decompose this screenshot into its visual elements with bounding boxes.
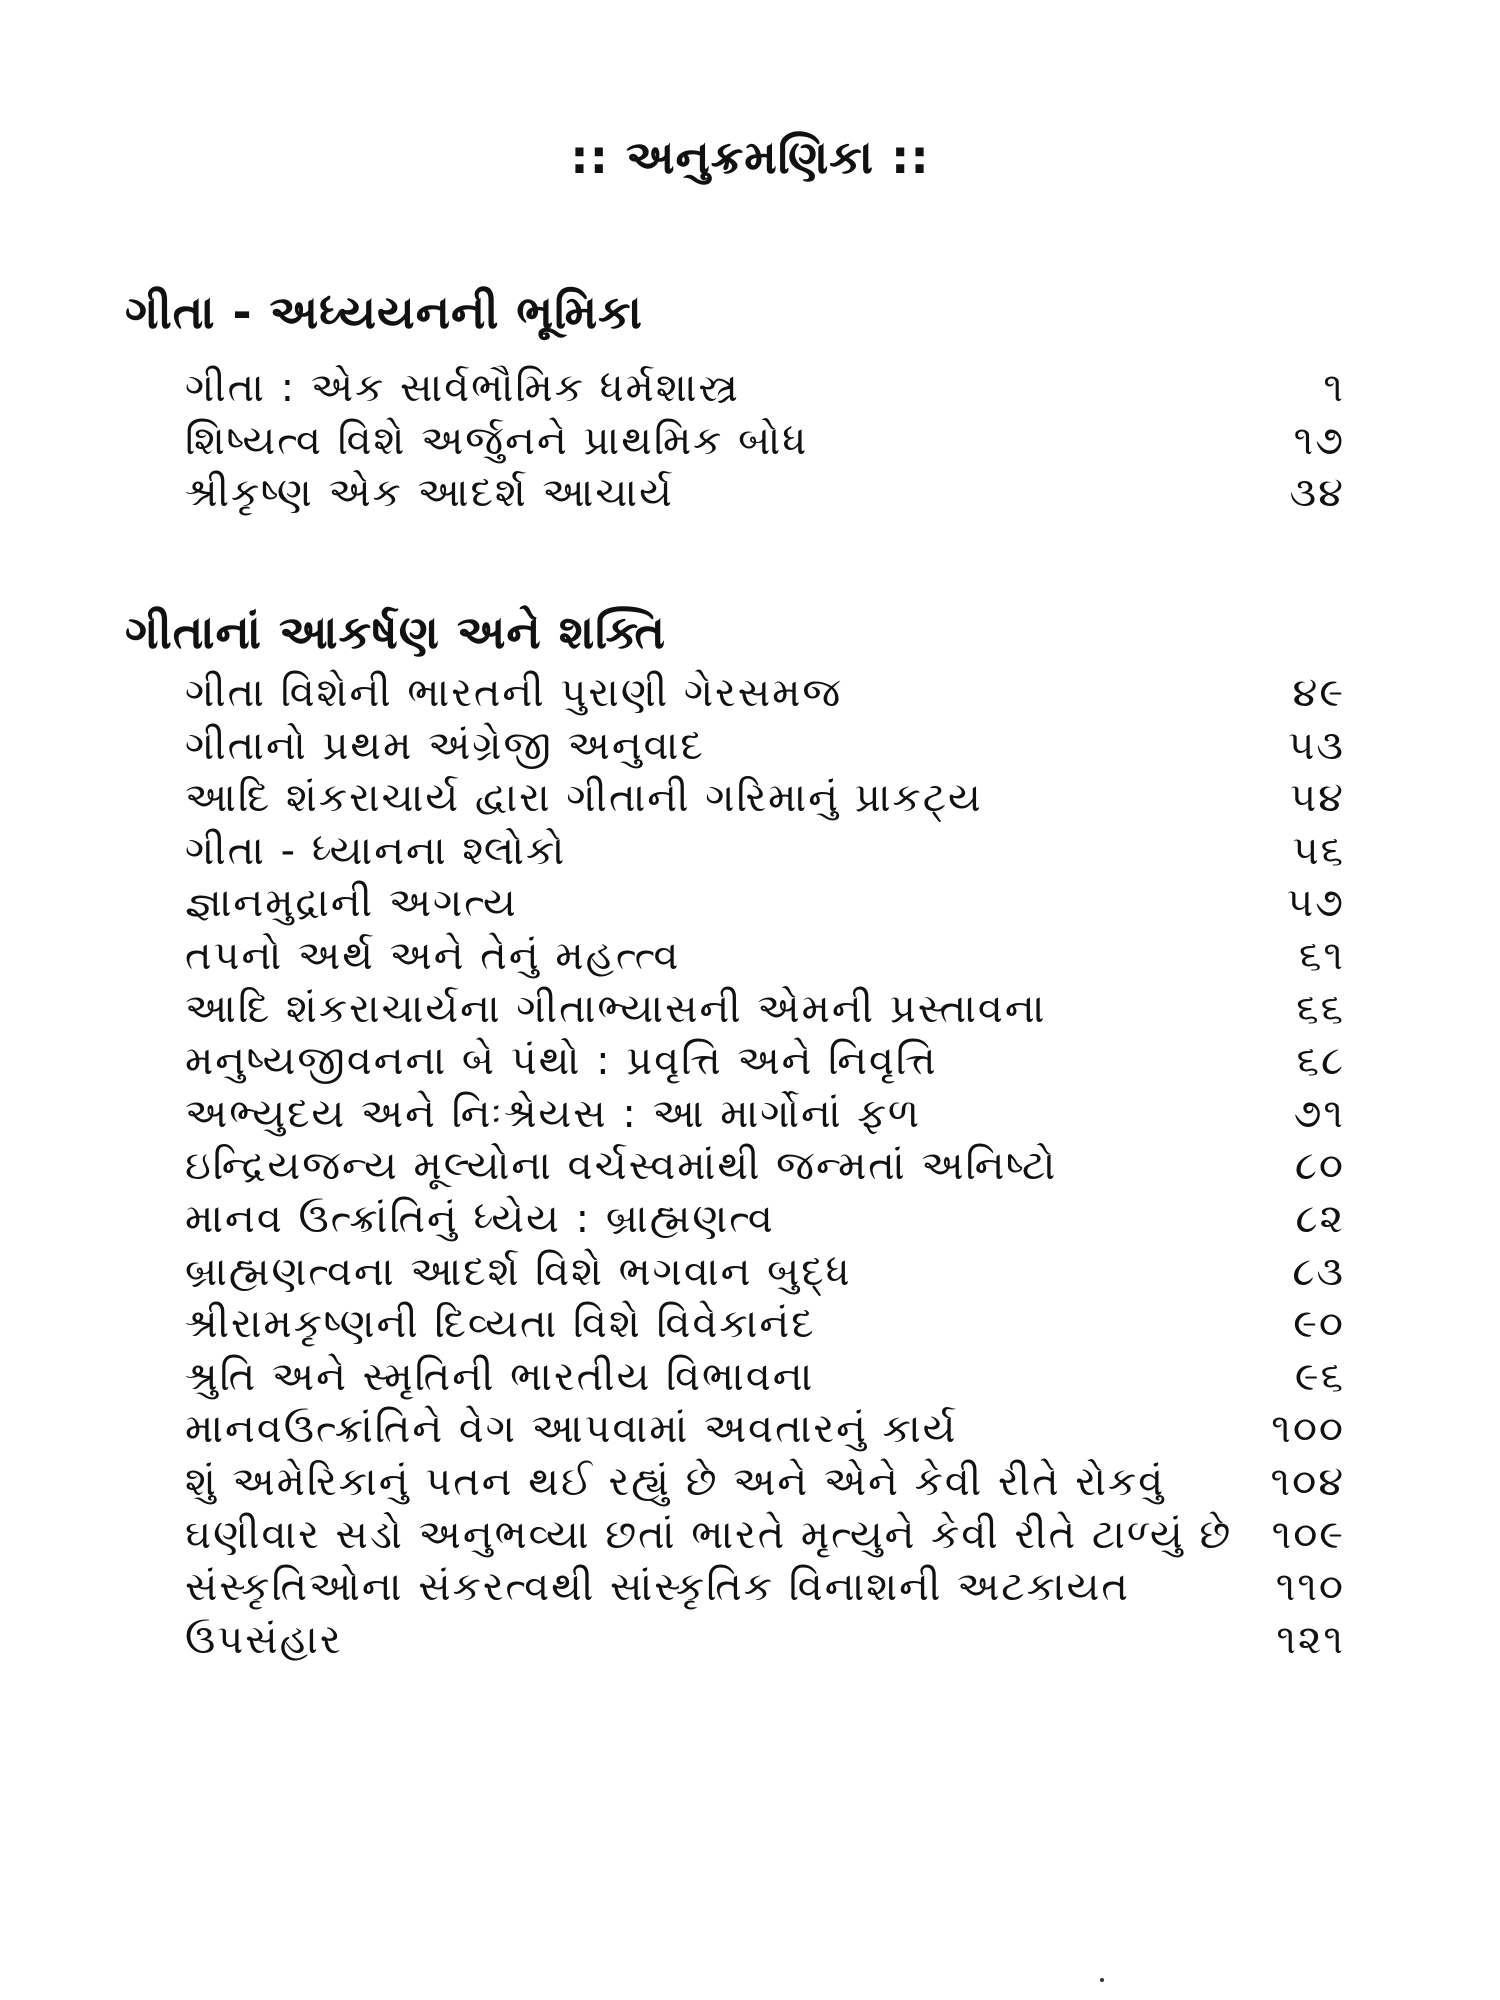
toc-title: :: અનુક્રમણિકા :: <box>570 130 930 184</box>
entry-page-number: ૮૨ <box>1295 1196 1345 1242</box>
toc-entry <box>0 1196 1500 1256</box>
toc-entry <box>0 418 1500 478</box>
entry-page-number: ૯૬ <box>1294 1354 1345 1400</box>
toc-entry <box>0 1617 1500 1677</box>
toc-entry <box>0 470 1500 530</box>
entry-title: શ્રીકૃષ્ણ એક આદર્શ આચાર્ય <box>185 470 674 516</box>
entry-page-number: ૧૧૦ <box>1275 1564 1345 1610</box>
entry-title: માનવઉત્ક્રાંતિને વેગ આપવામાં અવતારનું કાર્ય <box>185 1406 958 1452</box>
toc-entry <box>0 1249 1500 1309</box>
entry-page-number: ૫૬ <box>1292 828 1345 874</box>
entry-title: મનુષ્યજીવનના બે પંથો : પ્રવૃત્તિ અને નિવૃત્તિ <box>185 1038 938 1084</box>
toc-entry <box>0 670 1500 730</box>
section-heading: ગીતાનાં આકર્ષણ અને શક્તિ <box>125 605 667 659</box>
toc-entry <box>0 775 1500 835</box>
stray-mark <box>1100 1978 1104 1982</box>
entry-page-number: ૫૭ <box>1286 880 1345 926</box>
toc-entry <box>0 986 1500 1046</box>
toc-entry <box>0 1354 1500 1414</box>
entry-page-number: ૧૭ <box>1293 418 1345 464</box>
entry-page-number: ૬૧ <box>1299 933 1345 979</box>
entry-title: ગીતા વિશેની ભારતની પુરાણી ગેરસમજ <box>185 670 843 716</box>
entry-page-number: ૧૨૧ <box>1276 1617 1345 1663</box>
toc-entry <box>0 1459 1500 1519</box>
entry-title: તપનો અર્થ અને તેનું મહત્ત્વ <box>185 933 681 979</box>
toc-entry <box>0 365 1500 425</box>
entry-page-number: ૧૦૦ <box>1271 1406 1345 1452</box>
entry-title: આદિ શંકરાચાર્યના ગીતાભ્યાસની એમની પ્રસ્તાવના <box>185 986 1047 1032</box>
entry-page-number: ૮૦ <box>1294 1143 1345 1189</box>
entry-page-number: ૪૯ <box>1292 670 1345 716</box>
entry-title: ઉપસંહાર <box>185 1617 343 1663</box>
entry-page-number: ૯૦ <box>1293 1301 1345 1347</box>
entry-page-number: ૫૪ <box>1289 775 1345 821</box>
entry-page-number: ૩૪ <box>1289 470 1345 516</box>
toc-entry <box>0 1091 1500 1151</box>
entry-title: શ્રીરામકૃષ્ણની દિવ્યતા વિશે વિવેકાનંદ <box>185 1301 816 1347</box>
entry-title: ગીતાનો પ્રથમ અંગ્રેજી અનુવાદ <box>185 723 705 769</box>
toc-entry <box>0 880 1500 940</box>
entry-title: જ્ઞાનમુદ્રાની અગત્ય <box>185 880 518 926</box>
entry-title: ગીતા : એક સાર્વભૌમિક ધર્મશાસ્ત્ર <box>185 365 740 411</box>
entry-title: અભ્યુદય અને નિઃશ્રેયસ : આ માર્ગોનાં ફળ <box>185 1091 922 1137</box>
toc-entry <box>0 1143 1500 1203</box>
entry-title: શ્રુતિ અને સ્મૃતિની ભારતીય વિભાવના <box>185 1354 815 1400</box>
entry-page-number: ૭૧ <box>1293 1091 1345 1137</box>
toc-entry <box>0 1406 1500 1466</box>
toc-entry <box>0 933 1500 993</box>
toc-entry <box>0 1301 1500 1361</box>
entry-page-number: ૮૩ <box>1292 1249 1345 1295</box>
entry-page-number: ૬૮ <box>1296 1038 1345 1084</box>
entry-page-number: ૬૬ <box>1296 986 1345 1032</box>
toc-entry <box>0 723 1500 783</box>
entry-title: શું અમેરિકાનું પતન થઈ રહ્યું છે અને એને કેવી રીતે રોકવું <box>185 1459 1166 1505</box>
entry-title: આદિ શંકરાચાર્ય દ્વારા ગીતાની ગરિમાનું પ્રાકટ્ય <box>185 775 983 821</box>
entry-page-number: ૧૦૯ <box>1271 1512 1345 1558</box>
toc-entry <box>0 828 1500 888</box>
entry-page-number: ૧ <box>1323 365 1345 411</box>
toc-entry <box>0 1512 1500 1572</box>
entry-title: શિષ્યત્વ વિશે અર્જુનને પ્રાથમિક બોધ <box>185 418 809 464</box>
toc-entry <box>0 1038 1500 1098</box>
entry-title: ઘણીવાર સડો અનુભવ્યા છતાં ભારતે મૃત્યુને કેવી રીતે ટાળ્યું છે <box>185 1512 1233 1558</box>
entry-page-number: ૫૩ <box>1288 723 1345 769</box>
entry-title: ઇન્દ્રિયજન્ય મૂલ્યોના વર્ચસ્વમાંથી જન્મતાં અનિષ્ટો <box>185 1143 1058 1189</box>
entry-title: ગીતા - ધ્યાનના શ્લોકો <box>185 828 567 874</box>
section-heading: ગીતા - અધ્યયનની ભૂમિકા <box>125 285 643 339</box>
entry-page-number: ૧૦૪ <box>1270 1459 1345 1505</box>
toc-entry <box>0 1564 1500 1624</box>
entry-title: સંસ્કૃતિઓના સંકરત્વથી સાંસ્કૃતિક વિનાશની અટકાયત <box>185 1564 1130 1610</box>
entry-title: બ્રાહ્મણત્વના આદર્શ વિશે ભગવાન બુદ્ધ <box>185 1249 852 1295</box>
entry-title: માનવ ઉત્ક્રાંતિનું ધ્યેય : બ્રાહ્મણત્વ <box>185 1196 775 1242</box>
